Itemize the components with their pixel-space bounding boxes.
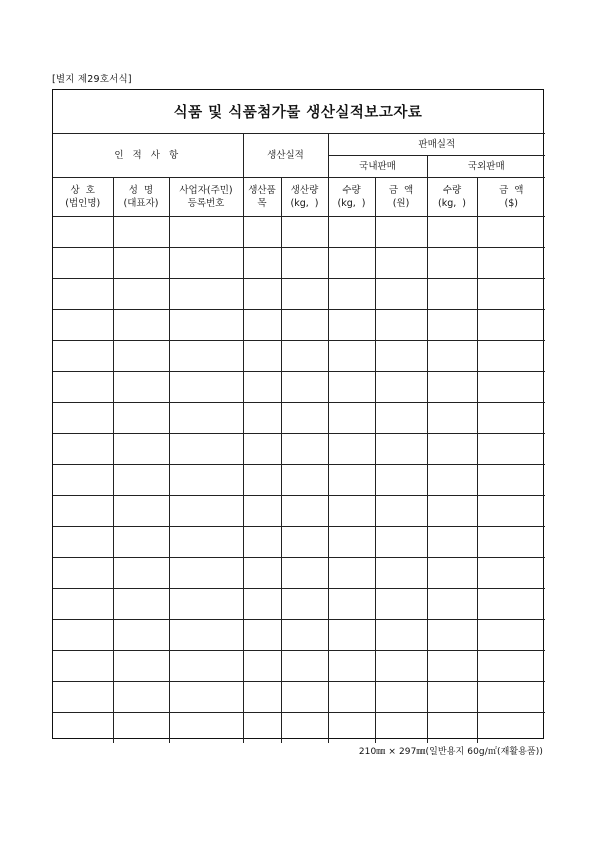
col-production-quantity: 생산량 (kg, ) [281,178,328,217]
cell-production-quantity[interactable] [281,341,328,372]
cell-foreign-quantity[interactable] [427,434,477,465]
cell-foreign-amount[interactable] [477,217,545,248]
cell-registration-number[interactable] [169,620,243,651]
table-row [53,403,545,434]
cell-company[interactable] [53,248,113,279]
table-row [53,527,545,558]
cell-product-item[interactable] [243,713,281,744]
cell-company[interactable] [53,217,113,248]
cell-production-quantity[interactable] [281,465,328,496]
cell-representative[interactable] [113,465,169,496]
cell-foreign-quantity[interactable] [427,682,477,713]
cell-domestic-quantity[interactable] [328,465,375,496]
header-production: 생산실적 [243,134,328,178]
cell-product-item[interactable] [243,496,281,527]
cell-foreign-amount[interactable] [477,434,545,465]
cell-foreign-quantity[interactable] [427,248,477,279]
cell-production-quantity[interactable] [281,682,328,713]
table-row [53,496,545,527]
cell-product-item[interactable] [243,434,281,465]
cell-registration-number[interactable] [169,403,243,434]
col-company: 상 호 (법인명) [53,178,113,217]
cell-foreign-amount[interactable] [477,527,545,558]
cell-domestic-amount[interactable] [375,372,427,403]
cell-company[interactable] [53,310,113,341]
cell-product-item[interactable] [243,682,281,713]
header-foreign-sales: 국외판매 [427,156,545,178]
cell-domestic-quantity[interactable] [328,310,375,341]
table-row [53,620,545,651]
cell-company[interactable] [53,713,113,744]
cell-foreign-quantity[interactable] [427,558,477,589]
report-form [52,89,544,739]
col-representative: 성 명 (대표자) [113,178,169,217]
cell-registration-number[interactable] [169,651,243,682]
cell-foreign-quantity[interactable] [427,310,477,341]
table-row [53,310,545,341]
cell-domestic-amount[interactable] [375,682,427,713]
cell-company[interactable] [53,465,113,496]
cell-company[interactable] [53,651,113,682]
cell-production-quantity[interactable] [281,217,328,248]
cell-domestic-quantity[interactable] [328,434,375,465]
cell-domestic-amount[interactable] [375,279,427,310]
cell-domestic-quantity[interactable] [328,496,375,527]
cell-product-item[interactable] [243,403,281,434]
cell-foreign-quantity[interactable] [427,589,477,620]
cell-representative[interactable] [113,310,169,341]
cell-company[interactable] [53,558,113,589]
cell-domestic-quantity[interactable] [328,279,375,310]
cell-registration-number[interactable] [169,496,243,527]
col-product-item: 생산품 목 [243,178,281,217]
cell-foreign-quantity[interactable] [427,620,477,651]
col-domestic-amount: 금 액 (원) [375,178,427,217]
cell-production-quantity[interactable] [281,403,328,434]
cell-foreign-amount[interactable] [477,279,545,310]
col-registration-number: 사업자(주민) 등록번호 [169,178,243,217]
cell-foreign-amount[interactable] [477,310,545,341]
cell-company[interactable] [53,527,113,558]
table-row [53,682,545,713]
cell-foreign-quantity[interactable] [427,713,477,744]
cell-company[interactable] [53,372,113,403]
cell-domestic-quantity[interactable] [328,620,375,651]
cell-representative[interactable] [113,248,169,279]
cell-domestic-amount[interactable] [375,248,427,279]
col-foreign-quantity: 수량 (kg, ) [427,178,477,217]
cell-product-item[interactable] [243,651,281,682]
cell-company[interactable] [53,403,113,434]
table-row [53,465,545,496]
table-row [53,217,545,248]
cell-representative[interactable] [113,651,169,682]
cell-company[interactable] [53,620,113,651]
cell-representative[interactable] [113,527,169,558]
cell-product-item[interactable] [243,558,281,589]
cell-production-quantity[interactable] [281,589,328,620]
table-row [53,279,545,310]
header-personal-info: 인 적 사 항 [53,134,243,178]
cell-company[interactable] [53,496,113,527]
cell-domestic-amount[interactable] [375,465,427,496]
cell-product-item[interactable] [243,341,281,372]
cell-registration-number[interactable] [169,341,243,372]
col-foreign-amount: 금 액 ($) [477,178,545,217]
cell-foreign-amount[interactable] [477,713,545,744]
cell-product-item[interactable] [243,217,281,248]
header-sales: 판매실적 [328,134,545,156]
cell-representative[interactable] [113,558,169,589]
cell-domestic-amount[interactable] [375,558,427,589]
cell-production-quantity[interactable] [281,434,328,465]
table-row [53,434,545,465]
cell-domestic-quantity[interactable] [328,682,375,713]
cell-foreign-quantity[interactable] [427,403,477,434]
cell-representative[interactable] [113,682,169,713]
cell-representative[interactable] [113,589,169,620]
cell-production-quantity[interactable] [281,620,328,651]
cell-domestic-amount[interactable] [375,310,427,341]
table-row [53,341,545,372]
cell-foreign-quantity[interactable] [427,651,477,682]
table-row [53,372,545,403]
cell-company[interactable] [53,341,113,372]
table-row [53,651,545,682]
cell-foreign-quantity[interactable] [427,341,477,372]
cell-domestic-amount[interactable] [375,496,427,527]
cell-domestic-quantity[interactable] [328,713,375,744]
cell-registration-number[interactable] [169,682,243,713]
cell-registration-number[interactable] [169,558,243,589]
cell-production-quantity[interactable] [281,279,328,310]
cell-product-item[interactable] [243,620,281,651]
cell-company[interactable] [53,589,113,620]
cell-domestic-amount[interactable] [375,713,427,744]
cell-company[interactable] [53,682,113,713]
form-title: 식품 및 식품첨가물 생산실적보고자료 [53,90,543,134]
cell-domestic-quantity[interactable] [328,248,375,279]
cell-representative[interactable] [113,434,169,465]
cell-foreign-quantity[interactable] [427,527,477,558]
cell-domestic-amount[interactable] [375,403,427,434]
cell-domestic-amount[interactable] [375,527,427,558]
cell-domestic-amount[interactable] [375,620,427,651]
cell-registration-number[interactable] [169,217,243,248]
cell-production-quantity[interactable] [281,651,328,682]
cell-foreign-amount[interactable] [477,465,545,496]
cell-representative[interactable] [113,620,169,651]
cell-domestic-amount[interactable] [375,434,427,465]
cell-foreign-quantity[interactable] [427,465,477,496]
cell-registration-number[interactable] [169,713,243,744]
cell-production-quantity[interactable] [281,372,328,403]
cell-product-item[interactable] [243,465,281,496]
cell-domestic-amount[interactable] [375,589,427,620]
cell-domestic-quantity[interactable] [328,651,375,682]
table-row [53,248,545,279]
cell-foreign-amount[interactable] [477,372,545,403]
col-domestic-quantity: 수량 (kg, ) [328,178,375,217]
cell-foreign-amount[interactable] [477,620,545,651]
cell-domestic-amount[interactable] [375,217,427,248]
cell-domestic-quantity[interactable] [328,403,375,434]
cell-representative[interactable] [113,403,169,434]
cell-representative[interactable] [113,372,169,403]
cell-registration-number[interactable] [169,589,243,620]
cell-registration-number[interactable] [169,372,243,403]
cell-registration-number[interactable] [169,248,243,279]
cell-registration-number[interactable] [169,527,243,558]
cell-production-quantity[interactable] [281,527,328,558]
cell-foreign-amount[interactable] [477,651,545,682]
cell-production-quantity[interactable] [281,496,328,527]
cell-production-quantity[interactable] [281,248,328,279]
cell-domestic-amount[interactable] [375,651,427,682]
cell-representative[interactable] [113,279,169,310]
cell-foreign-amount[interactable] [477,403,545,434]
cell-foreign-amount[interactable] [477,558,545,589]
cell-foreign-quantity[interactable] [427,496,477,527]
cell-foreign-amount[interactable] [477,496,545,527]
cell-domestic-quantity[interactable] [328,527,375,558]
cell-foreign-amount[interactable] [477,589,545,620]
cell-product-item[interactable] [243,372,281,403]
cell-foreign-amount[interactable] [477,341,545,372]
cell-production-quantity[interactable] [281,713,328,744]
paper-size-note: 210㎜ × 297㎜(일반용지 60g/㎡(재활용품)) [358,747,543,757]
cell-company[interactable] [53,434,113,465]
cell-foreign-quantity[interactable] [427,217,477,248]
cell-product-item[interactable] [243,527,281,558]
cell-product-item[interactable] [243,248,281,279]
cell-company[interactable] [53,279,113,310]
cell-representative[interactable] [113,217,169,248]
cell-product-item[interactable] [243,279,281,310]
header-domestic-sales: 국내판매 [328,156,427,178]
cell-representative[interactable] [113,341,169,372]
cell-product-item[interactable] [243,589,281,620]
cell-production-quantity[interactable] [281,558,328,589]
cell-foreign-quantity[interactable] [427,372,477,403]
cell-domestic-amount[interactable] [375,341,427,372]
cell-representative[interactable] [113,713,169,744]
form-number-label: [별지 제29호서식] [52,74,132,85]
cell-domestic-quantity[interactable] [328,217,375,248]
cell-registration-number[interactable] [169,465,243,496]
table-row [53,589,545,620]
cell-domestic-quantity[interactable] [328,589,375,620]
cell-representative[interactable] [113,496,169,527]
cell-domestic-quantity[interactable] [328,558,375,589]
cell-product-item[interactable] [243,310,281,341]
cell-foreign-amount[interactable] [477,682,545,713]
cell-domestic-quantity[interactable] [328,341,375,372]
cell-registration-number[interactable] [169,434,243,465]
cell-foreign-amount[interactable] [477,248,545,279]
cell-foreign-quantity[interactable] [427,279,477,310]
cell-registration-number[interactable] [169,279,243,310]
cell-domestic-quantity[interactable] [328,372,375,403]
cell-registration-number[interactable] [169,310,243,341]
table-row [53,558,545,589]
cell-production-quantity[interactable] [281,310,328,341]
table-row [53,713,545,744]
report-table [53,133,545,743]
